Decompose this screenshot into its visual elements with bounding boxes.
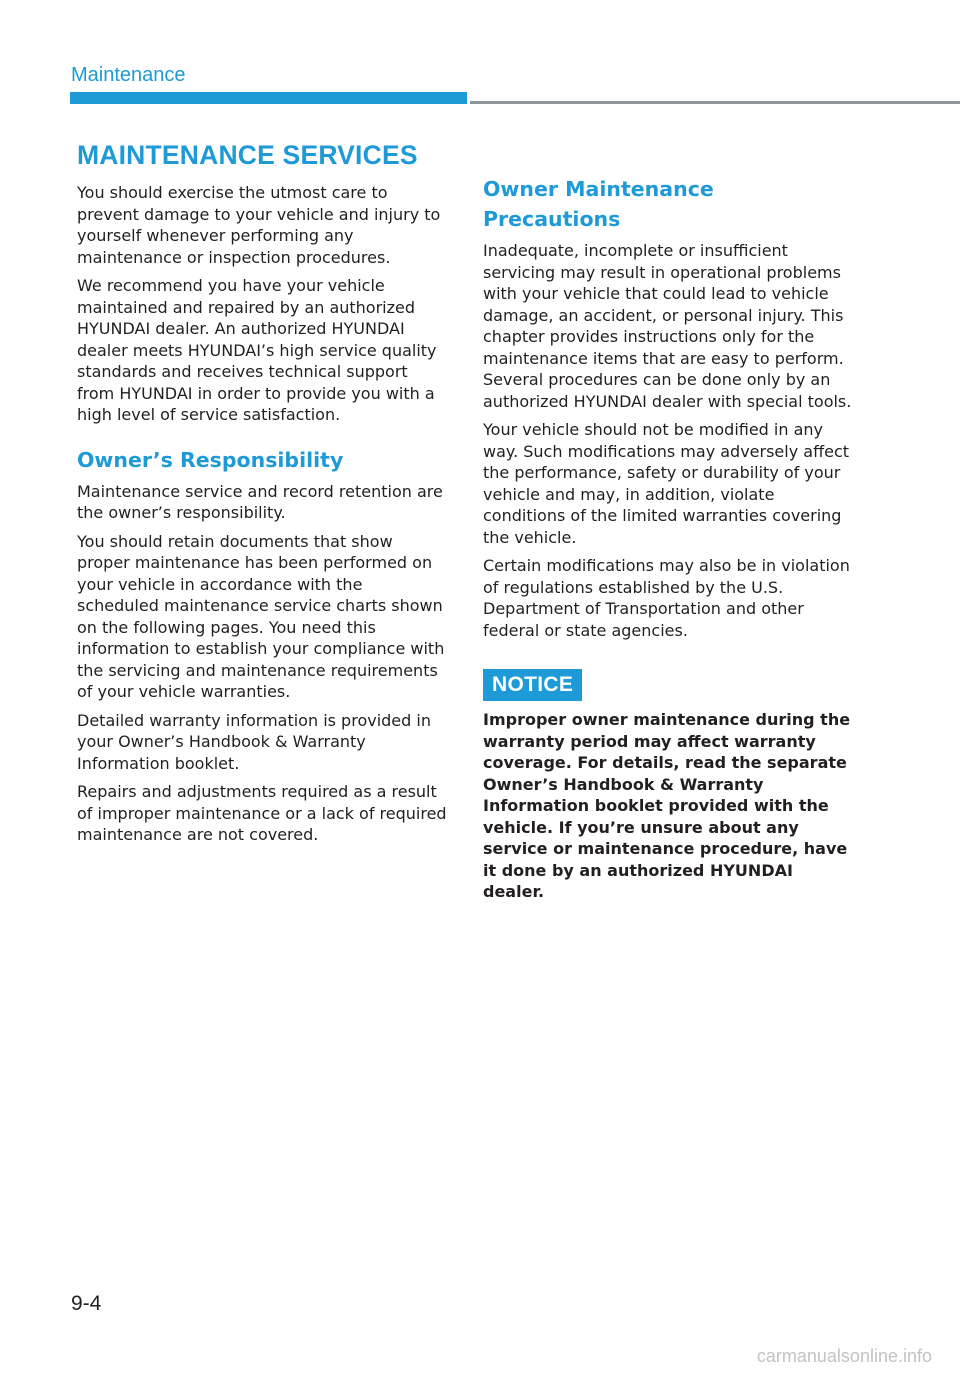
body-paragraph: Maintenance service and record retention are the owner’s responsibility. <box>77 481 443 522</box>
subsection-title: Owner’s Responsibility <box>77 447 344 472</box>
body-paragraph: Repairs and adjustments required as a result of improper maintenance or a lack of required maintenance are not covered. <box>77 782 447 844</box>
body-paragraph: Inadequate, incomplete or insufficient servicing may result in operational problems with your vehicle that could lead to vehicle damage, an accident, or personal injury. This chapter provides instructions only for the maintenance items that are easy to perform. Several procedures can be done only by an authorized HYUNDAI dealer with special tools. <box>483 241 852 411</box>
watermark: carmanualsonline.info <box>756 1346 932 1366</box>
body-paragraph: Certain modifications may also be in violation of regulations established by the U.S. Department of Transportation and other federal or state agencies. <box>483 556 850 640</box>
body-paragraph: Your vehicle should not be modified in any way. Such modifications may adversely affect the performance, safety or durability of your vehicle and may, in addition, violate conditions of the limited warranties covering the vehicle. <box>483 420 850 547</box>
subsection-title: Owner Maintenance Precautions <box>483 177 714 231</box>
page-number: 9-4 <box>71 1292 102 1315</box>
body-paragraph: Detailed warranty information is provided in your Owner’s Handbook & Warranty Information booklet. <box>77 710 431 773</box>
header-rule <box>470 101 960 104</box>
section-header: Maintenance <box>71 64 186 86</box>
right-column <box>483 174 855 903</box>
intro-paragraph: You should exercise the utmost care to prevent damage to your vehicle and injury to yourself whenever performing any maintenance or inspection procedures. <box>77 183 441 267</box>
header-rule-accent <box>70 92 467 104</box>
page-title: MAINTENANCE SERVICES <box>77 140 418 170</box>
body-paragraph: You should retain documents that show proper maintenance has been performed on your vehicle in accordance with the scheduled maintenance service charts shown on the following pages. You need this information to establish your compliance with the servicing and maintenance requirements of your vehicle warranties. <box>77 531 445 701</box>
intro-paragraph: We recommend you have your vehicle maintained and repaired by an authorized HYUNDAI dealer. An authorized HYUNDAI dealer meets HYUNDAI’s high service quality standards and receives technical support from HYUNDAI in order to provide you with a high level of service satisfaction. <box>77 276 437 424</box>
notice-badge: NOTICE <box>483 669 582 701</box>
notice-text: Improper owner maintenance during the warranty period may affect warranty coverage. For details, read the separate Owner’s Handbook & Warranty Information booklet provided with the vehicle. If you’re unsure about any service or maintenance procedure, have it done by an authorized HYUNDAI dealer. <box>483 710 851 901</box>
left-column <box>77 140 449 853</box>
